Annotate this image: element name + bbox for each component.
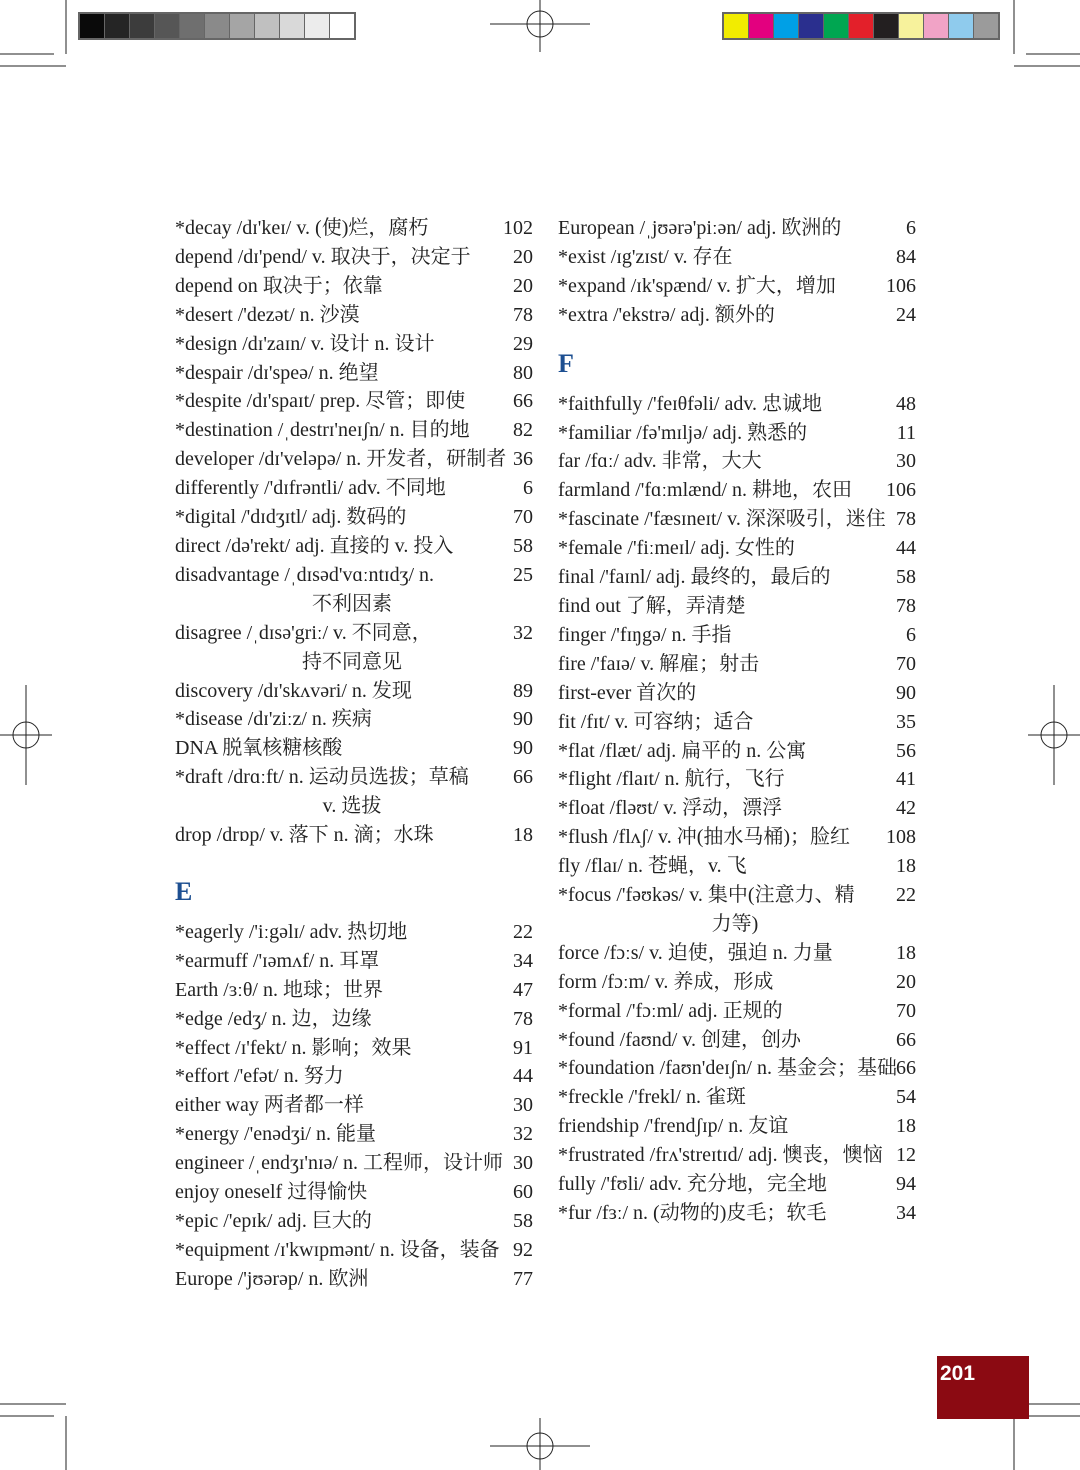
- page-number: 201: [940, 1362, 976, 1385]
- entry-page-number: 35: [896, 710, 916, 733]
- index-entry: [558, 1112, 916, 1141]
- index-entry: [558, 592, 916, 621]
- entry-page-number: 42: [896, 797, 916, 820]
- section-heading-f: F: [558, 348, 574, 378]
- entry-page-number: 66: [513, 766, 533, 789]
- index-entry: [558, 1199, 916, 1228]
- entry-page-number: 91: [513, 1036, 533, 1059]
- entry-page-number: 32: [513, 621, 533, 644]
- entry-page-number: 58: [513, 1210, 533, 1232]
- index-entry: [558, 679, 916, 708]
- index-entry: [175, 1062, 533, 1091]
- entry-text: *found /faʊnd/ v. 创建，创办: [558, 1028, 801, 1051]
- entry-text: *foundation /faʊn'deɪʃn/ n. 基金会；基础: [558, 1057, 897, 1080]
- entry-text: *energy /'enədʒi/ n. 能量: [175, 1123, 376, 1146]
- entry-text: *digital /'dɪdʒɪtl/ adj. 数码的: [175, 506, 407, 529]
- entry-page-number: 90: [513, 737, 533, 760]
- entry-page-number: 78: [896, 508, 916, 531]
- entry-page-number: 70: [513, 506, 533, 529]
- index-entry: [175, 1178, 533, 1207]
- index-entry: [558, 708, 916, 737]
- entry-page-number: 102: [503, 217, 533, 239]
- entry-page-number: 36: [513, 448, 533, 471]
- entry-page-number: 58: [896, 566, 916, 589]
- entry-text: disadvantage /ˌdɪsəd'vɑːntɪdʒ/ n.: [175, 563, 435, 586]
- index-entry: [558, 852, 916, 881]
- entry-continuation: 不利因素: [312, 592, 392, 615]
- index-entry: [175, 359, 533, 388]
- index-entry: [175, 976, 533, 1005]
- entry-page-number: 66: [896, 1028, 916, 1051]
- entry-text: *edge /edʒ/ n. 边，边缘: [175, 1007, 372, 1030]
- index-entry: [558, 476, 916, 505]
- entry-text: first-ever 首次的: [558, 681, 697, 704]
- entry-text: developer /dɪ'veləpə/ n. 开发者，研制者: [175, 448, 507, 471]
- entry-text: fire /'faɪə/ v. 解雇；射击: [558, 652, 760, 675]
- entry-page-number: 80: [513, 361, 533, 384]
- entry-text: friendship /'frendʃɪp/ n. 友谊: [558, 1115, 789, 1138]
- index-entry: [175, 416, 533, 445]
- index-entry: [175, 387, 533, 416]
- entry-page-number: 70: [896, 652, 916, 675]
- entry-text: disagree /ˌdɪsə'griː/ v. 不同意，: [175, 621, 432, 644]
- index-entry: [175, 1149, 533, 1178]
- entry-text: *faithfully /'feɪθfəli/ adv. 忠诚地: [558, 392, 823, 415]
- index-entry: [558, 1083, 916, 1112]
- entry-page-number: 24: [896, 303, 916, 326]
- entry-text: *desert /'dezət/ n. 沙漠: [175, 303, 360, 326]
- entry-page-number: 22: [513, 920, 533, 943]
- entry-text: fly /flaɪ/ n. 苍蝇，v. 飞: [558, 855, 747, 878]
- entry-page-number: 48: [896, 392, 916, 415]
- entry-page-number: 78: [513, 1007, 533, 1030]
- entry-text: *epic /'epɪk/ adj. 巨大的: [175, 1210, 372, 1232]
- index-entry: [558, 823, 916, 852]
- index-entry: [175, 532, 533, 561]
- entry-text: *freckle /'frekl/ n. 雀斑: [558, 1086, 746, 1109]
- index-entry: [175, 272, 533, 301]
- entry-page-number: 32: [513, 1123, 533, 1146]
- index-entry: [558, 997, 916, 1026]
- entry-text: differently /'dɪfrəntli/ adv. 不同地: [175, 477, 446, 500]
- entry-text: *despair /dɪ'speə/ n. 绝望: [175, 361, 379, 384]
- entry-text: *fur /fɜː/ n. (动物的)皮毛；软毛: [558, 1202, 827, 1224]
- entry-text: *destination /ˌdestrɪ'neɪʃn/ n. 目的地: [175, 419, 470, 442]
- entry-page-number: 6: [523, 477, 533, 500]
- index-entry: [558, 243, 916, 272]
- entry-page-number: 82: [513, 419, 533, 442]
- entry-page-number: 11: [896, 421, 916, 444]
- entry-page-number: 106: [886, 274, 916, 297]
- index-entry: [175, 918, 533, 947]
- index-entry: [558, 1170, 916, 1199]
- entry-page-number: 20: [513, 274, 533, 297]
- entry-page-number: 66: [513, 390, 533, 413]
- entry-text: finger /'fɪŋgə/ n. 手指: [558, 623, 732, 646]
- entry-page-number: 29: [513, 332, 533, 355]
- entry-page-number: 18: [896, 1115, 916, 1138]
- entry-continuation: 力等): [711, 912, 759, 935]
- entries-d: [175, 214, 533, 850]
- entry-text: *earmuff /'ɪəmʌf/ n. 耳罩: [175, 949, 380, 972]
- index-entry: [558, 447, 916, 476]
- entry-page-number: 6: [906, 217, 916, 239]
- entry-text: form /fɔːm/ v. 养成，形成: [558, 970, 774, 993]
- entry-text: *float /fləʊt/ v. 浮动，漂浮: [558, 797, 783, 820]
- entry-text: DNA 脱氧核糖核酸: [175, 737, 343, 760]
- entry-text: engineer /ˌendʒɪ'nɪə/ n. 工程师，设计师: [175, 1152, 503, 1175]
- index-entry: [175, 1120, 533, 1149]
- entry-page-number: 20: [896, 970, 916, 993]
- entry-page-number: 30: [513, 1152, 533, 1175]
- entry-text: final /'faɪnl/ adj. 最终的，最后的: [558, 566, 831, 589]
- entry-text: Earth /ɜːθ/ n. 地球；世界: [175, 978, 383, 1001]
- entry-page-number: 58: [513, 534, 533, 557]
- right-column: [558, 214, 916, 1228]
- index-entry: [558, 1054, 916, 1083]
- index-entry: [175, 330, 533, 359]
- index-entry: [175, 705, 533, 734]
- entry-text: Europe /'jʊərəp/ n. 欧洲: [175, 1267, 369, 1290]
- index-entry: [558, 214, 916, 243]
- index-entry: [175, 1265, 533, 1294]
- index-entry: [175, 474, 533, 503]
- index-entry: [175, 445, 533, 474]
- index-entry: [175, 243, 533, 272]
- index-entry: [558, 621, 916, 650]
- index-entry: [558, 939, 916, 968]
- entry-text: *despite /dɪ'spaɪt/ prep. 尽管；即使: [175, 390, 466, 413]
- entry-text: *expand /ɪk'spænd/ v. 扩大，增加: [558, 274, 836, 297]
- entry-text: depend on 取决于；依靠: [175, 274, 383, 297]
- entry-text: *flush /flʌʃ/ v. 冲(抽水马桶)；脸红: [558, 826, 851, 849]
- entry-text: European /ˌjʊərə'piːən/ adj. 欧洲的: [558, 217, 842, 239]
- index-entry: [558, 881, 916, 939]
- entry-text: far /fɑː/ adv. 非常，大大: [558, 450, 762, 473]
- index-entry: [175, 1236, 533, 1265]
- entry-text: enjoy oneself 过得愉快: [175, 1181, 368, 1204]
- entry-text: *flat /flæt/ adj. 扁平的 n. 公寓: [558, 739, 807, 762]
- entry-page-number: 89: [513, 679, 533, 702]
- index-entry: [175, 821, 533, 850]
- entry-page-number: 22: [896, 884, 916, 907]
- entry-text: *frustrated /frʌ'streɪtɪd/ adj. 懊丧，懊恼: [558, 1144, 883, 1167]
- entries-f: [558, 390, 916, 1228]
- entry-text: depend /dɪ'pend/ v. 取决于，决定于: [175, 245, 471, 268]
- entry-page-number: 70: [896, 999, 916, 1022]
- entry-page-number: 54: [896, 1086, 916, 1109]
- entry-page-number: 34: [896, 1202, 916, 1224]
- left-column: [175, 214, 533, 1294]
- entry-page-number: 90: [896, 681, 916, 704]
- entry-text: *formal /'fɔːml/ adj. 正规的: [558, 999, 783, 1022]
- entry-text: *disease /dɪ'ziːz/ n. 疾病: [175, 708, 372, 731]
- index-entry: [558, 390, 916, 419]
- entry-page-number: 44: [513, 1065, 533, 1088]
- entry-text: *exist /ɪg'zɪst/ v. 存在: [558, 245, 733, 268]
- index-entry: [175, 947, 533, 976]
- entry-text: *extra /'ekstrə/ adj. 额外的: [558, 303, 775, 326]
- entry-page-number: 108: [886, 826, 916, 849]
- entry-page-number: 30: [513, 1094, 533, 1117]
- entry-text: *equipment /ɪ'kwɪpmənt/ n. 设备，装备: [175, 1238, 500, 1261]
- entry-continuation: v. 选拔: [322, 795, 382, 818]
- entry-page-number: 66: [896, 1057, 916, 1080]
- entry-page-number: 34: [513, 949, 533, 972]
- index-entry: [175, 1207, 533, 1236]
- entry-page-number: 18: [896, 941, 916, 964]
- entry-text: *female /'fiːmeɪl/ adj. 女性的: [558, 537, 795, 560]
- index-entry: [558, 505, 916, 534]
- entry-page-number: 56: [896, 739, 916, 762]
- index-entry: [175, 1091, 533, 1120]
- entry-page-number: 92: [513, 1238, 533, 1261]
- entry-text: *decay /dɪ'keɪ/ v. (使)烂，腐朽: [175, 217, 429, 239]
- entry-page-number: 84: [896, 245, 916, 268]
- entry-text: either way 两者都一样: [175, 1094, 364, 1117]
- entry-page-number: 44: [896, 537, 916, 560]
- index-entry: [558, 968, 916, 997]
- index-entry: [175, 301, 533, 330]
- entry-page-number: 12: [896, 1144, 916, 1167]
- entry-text: farmland /'fɑːmlænd/ n. 耕地，农田: [558, 479, 853, 502]
- entry-text: *design /dɪ'zaɪn/ v. 设计 n. 设计: [175, 332, 435, 355]
- index-entry: [558, 794, 916, 823]
- entry-page-number: 78: [513, 303, 533, 326]
- index-entry: [558, 1141, 916, 1170]
- entry-text: *familiar /fə'mɪljə/ adj. 熟悉的: [558, 421, 808, 444]
- index-entry: [175, 763, 533, 821]
- entry-page-number: 60: [513, 1181, 533, 1204]
- entries-e: [175, 918, 533, 1294]
- entry-page-number: 18: [896, 855, 916, 878]
- entry-continuation: 持不同意见: [302, 650, 402, 673]
- index-entry: [558, 1026, 916, 1055]
- index-entry: [175, 561, 533, 619]
- entry-page-number: 20: [513, 245, 533, 268]
- entry-page-number: 94: [896, 1173, 916, 1196]
- entry-text: discovery /dɪ'skʌvəri/ n. 发现: [175, 679, 412, 702]
- entry-text: *effort /'efət/ n. 努力: [175, 1065, 344, 1088]
- entry-text: fit /fɪt/ v. 可容纳；适合: [558, 710, 754, 733]
- section-heading-e: E: [175, 876, 193, 906]
- entries-e-continued: [558, 214, 916, 330]
- entry-text: direct /də'rekt/ adj. 直接的 v. 投入: [175, 534, 454, 557]
- entry-page-number: 18: [513, 824, 533, 847]
- index-entry: [558, 534, 916, 563]
- index-entry: [558, 563, 916, 592]
- entry-page-number: 41: [896, 768, 916, 791]
- entry-page-number: 30: [896, 450, 916, 473]
- index-entry: [175, 619, 533, 677]
- index-entry: [175, 503, 533, 532]
- entry-page-number: 6: [906, 623, 916, 646]
- entry-text: *draft /drɑːft/ n. 运动员选拔；草稿: [175, 766, 469, 789]
- index-entry: [175, 677, 533, 706]
- index-entry: [558, 301, 916, 330]
- entry-text: find out 了解，弄清楚: [558, 594, 746, 617]
- entry-page-number: 77: [513, 1267, 533, 1290]
- entry-text: drop /drɒp/ v. 落下 n. 滴；水珠: [175, 824, 434, 847]
- entry-text: force /fɔːs/ v. 迫使，强迫 n. 力量: [558, 941, 833, 964]
- entry-page-number: 47: [513, 978, 533, 1001]
- entry-text: *fascinate /'fæsɪneɪt/ v. 深深吸引，迷住: [558, 508, 886, 531]
- index-entry: [175, 1005, 533, 1034]
- index-entry: [558, 419, 916, 448]
- entry-text: fully /'fʊli/ adv. 充分地，完全地: [558, 1173, 827, 1196]
- index-entry: [558, 737, 916, 766]
- index-entry: [558, 650, 916, 679]
- entry-text: *effect /ɪ'fekt/ n. 影响；效果: [175, 1036, 412, 1059]
- entry-text: *flight /flaɪt/ n. 航行，飞行: [558, 768, 785, 791]
- index-entry: [175, 214, 533, 243]
- entry-page-number: 90: [513, 708, 533, 731]
- index-entry: [558, 765, 916, 794]
- index-entry: [175, 734, 533, 763]
- index-entry: [558, 272, 916, 301]
- entry-text: *eagerly /'iːgəlɪ/ adv. 热切地: [175, 920, 408, 943]
- page-number-box: [937, 1356, 1029, 1419]
- index-entry: [175, 1034, 533, 1063]
- entry-page-number: 106: [886, 479, 916, 502]
- entry-text: *focus /'fəʊkəs/ v. 集中(注意力、精: [558, 884, 855, 907]
- entry-page-number: 78: [896, 594, 916, 617]
- entry-page-number: 25: [513, 563, 533, 586]
